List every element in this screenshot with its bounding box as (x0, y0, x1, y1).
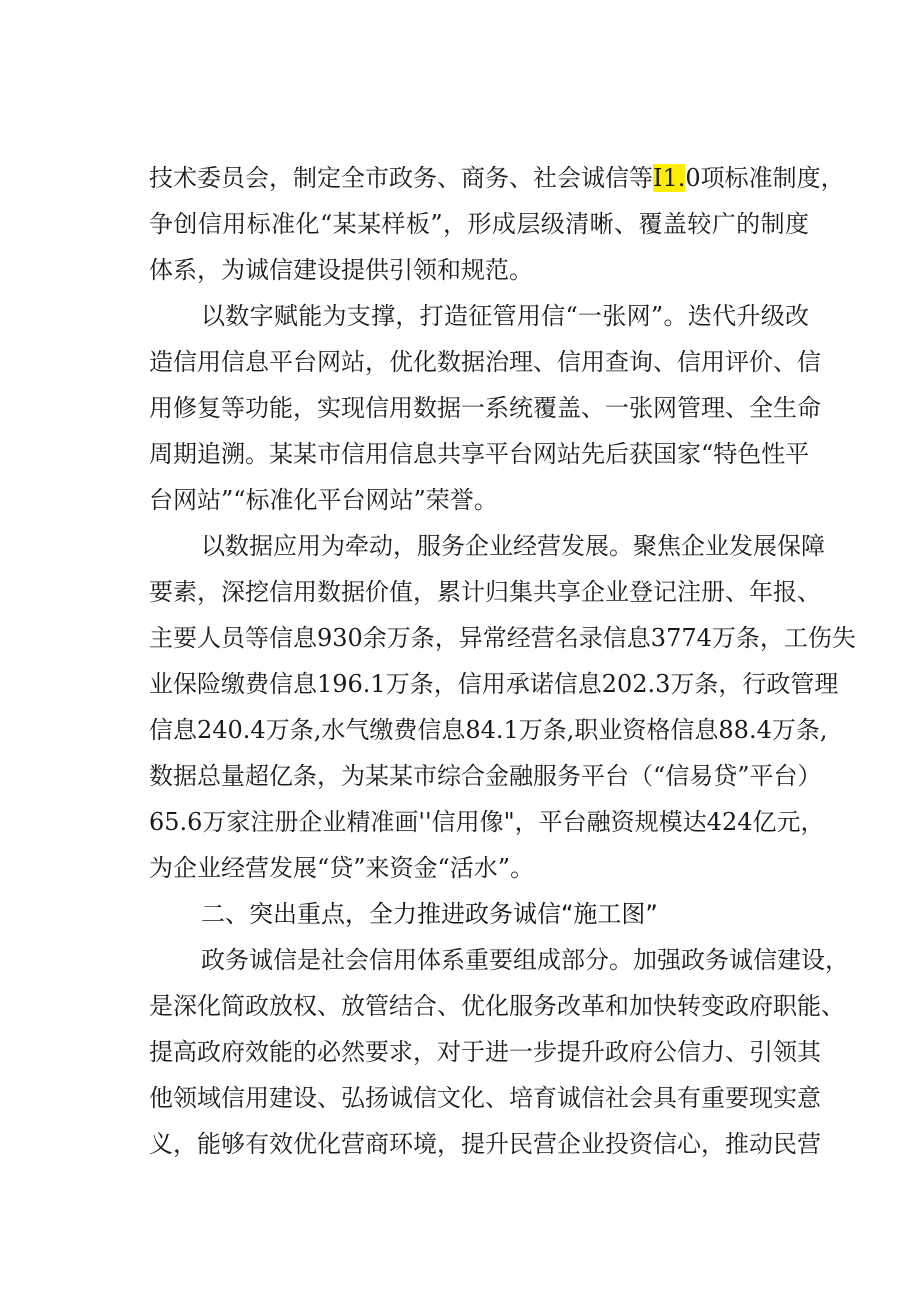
paragraph-line: 他领域信用建设、弘扬诚信文化、培育诚信社会具有重要现实意 (149, 1084, 821, 1112)
line-text: 0项标准制度， (685, 164, 845, 192)
paragraph-line: 数据总量超亿条，为某某市综合金融服务平台（“信易贷”平台） (149, 762, 822, 790)
line-text: 技术委员会，制定全市政务、商务、社会诚信等 (149, 164, 653, 192)
section-heading: 二、突出重点，全力推进政务诚信“施工图” (201, 900, 658, 928)
paragraph-line: 以数字赋能为支撑，打造征管用信“一张网”。迭代升级改 (201, 302, 809, 330)
paragraph-line: 主要人员等信息930余万条，异常经营名录信息3774万条，工伤失 (149, 624, 856, 652)
paragraph-line: 要素，深挖信用数据价值，累计归集共享企业登记注册、年报、 (149, 578, 821, 606)
paragraph-line: 义，能够有效优化营商环境，提升民营企业投资信心，推动民营 (149, 1130, 821, 1158)
paragraph-line: 台网站”“标准化平台网站”荣誉。 (149, 486, 498, 514)
paragraph-line: 是深化简政放权、放管结合、优化服务改革和加快转变政府职能、 (149, 992, 845, 1020)
paragraph-line: 政务诚信是社会信用体系重要组成部分。加强政务诚信建设， (201, 946, 849, 974)
highlighted-text: I1. (653, 164, 686, 192)
paragraph-line: 65.6万家注册企业精准画''信用像"，平台融资规模达424亿元， (149, 808, 825, 836)
paragraph-line (149, 161, 845, 195)
paragraph-line: 造信用信息平台网站，优化数据治理、信用查询、信用评价、信 (149, 348, 821, 376)
paragraph-line: 为企业经营发展“贷”来资金“活水”。 (149, 854, 535, 882)
paragraph-line: 用修复等功能，实现信用数据一系统覆盖、一张网管理、全生命 (149, 394, 821, 422)
paragraph-line: 提高政府效能的必然要求，对于进一步提升政府公信力、引领其 (149, 1038, 821, 1066)
paragraph-line: 体系，为诚信建设提供引领和规范。 (149, 256, 533, 284)
paragraph-line: 以数据应用为牵动，服务企业经营发展。聚焦企业发展保障 (201, 532, 825, 560)
paragraph-line: 周期追溯。某某市信用信息共享平台网站先后获国家“特色性平 (149, 440, 810, 468)
paragraph-line: 业保险缴费信息196.1万条，信用承诺信息202.3万条，行政管理 (149, 670, 839, 698)
paragraph-line: 争创信用标准化“某某样板”，形成层级清晰、覆盖较广的制度 (149, 210, 809, 238)
paragraph-line: 信息240.4万条,水气缴费信息84.1万条,职业资格信息88.4万条, (149, 716, 828, 744)
